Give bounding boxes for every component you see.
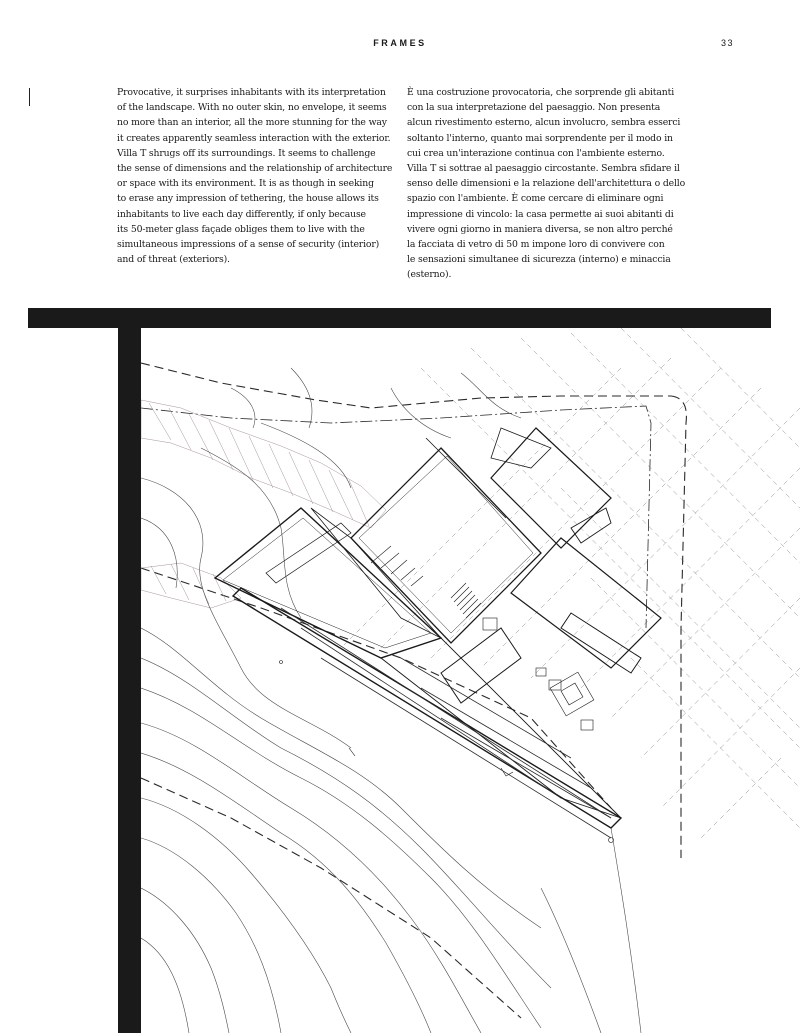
italian-text-column: [407, 85, 692, 283]
text-line: to erase any impression of tethering, the house allows its: [117, 193, 379, 205]
text-line: or space with its environment. It is as though in seeking: [117, 178, 374, 190]
text-line: spazio con l'ambiente. È come cercare di eliminare ogni: [407, 193, 664, 205]
figure-frame-top-bar: [28, 308, 771, 328]
text-line: its 50-meter glass façade obliges them to live with the: [117, 223, 365, 235]
english-text-column: [117, 85, 402, 267]
text-line: (esterno).: [407, 269, 452, 281]
text-line: con la sua interpretazione del paesaggio. Non presenta: [407, 102, 661, 114]
text-line: no more than an interior, all the more stunning for the way: [117, 117, 387, 129]
site-plan-svg: [141, 328, 800, 1033]
text-line: simultaneous impressions of a sense of security (interior): [117, 239, 380, 251]
page-number: 33: [720, 38, 734, 48]
text-line: cui crea un'interazione continua con l'ambiente esterno.: [407, 147, 665, 159]
text-line: Villa T shrugs off its surroundings. It seems to challenge: [117, 147, 376, 159]
text-line: of the landscape. With no outer skin, no envelope, it seems: [117, 102, 387, 114]
text-line: inhabitants to live each day differently, if only because: [117, 208, 366, 220]
hatched-slope: [141, 400, 386, 608]
text-line: soltanto l'interno, quanto mai sorprendente per il modo in: [407, 132, 673, 144]
text-line: senso delle dimensioni e la relazione dell'architettura o dello: [407, 178, 686, 190]
text-line: it creates apparently seamless interaction with the exterior.: [117, 132, 391, 144]
text-line: the sense of dimensions and the relationship of architecture: [117, 163, 393, 175]
margin-mark: [29, 88, 30, 106]
text-line: la facciata di vetro di 50 m impone loro di convivere con: [407, 239, 665, 251]
text-line: Villa T si sottrae al paesaggio circostante. Sembra sfidare il: [407, 163, 680, 175]
text-line: Provocative, it surprises inhabitants with its interpretation: [117, 87, 386, 98]
text-line: È una costruzione provocatoria, che sorprende gli abitanti: [407, 87, 675, 98]
running-header-title: FRAMES: [373, 38, 427, 48]
text-line: alcun rivestimento esterno, alcun involucro, sembra esserci: [407, 117, 681, 129]
property-boundary: [141, 363, 686, 1018]
figure-frame-left-bar: [118, 328, 141, 1033]
site-plan-drawing: [141, 328, 800, 1033]
contour-lines: [141, 368, 641, 1033]
text-line: vivere ogni giorno in maniera diversa, se non altro perché: [407, 223, 673, 235]
text-line: le sensazioni simultanee di sicurezza (interno) e minaccia: [407, 254, 671, 266]
text-line: impressione di vincolo: la casa permette ai suoi abitanti di: [407, 208, 674, 220]
text-line: and of threat (exteriors).: [117, 254, 230, 266]
